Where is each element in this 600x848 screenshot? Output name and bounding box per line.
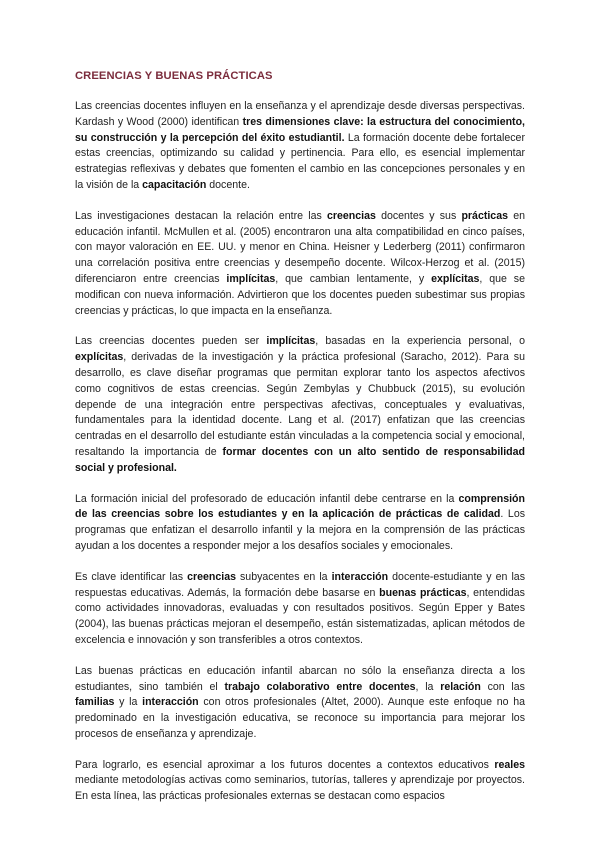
section-title: CREENCIAS Y BUENAS PRÁCTICAS	[75, 70, 273, 82]
bold-text: relación	[440, 680, 481, 693]
text-run: , basadas en la experiencia personal, o	[315, 335, 525, 348]
bold-text: interacción	[142, 696, 199, 709]
paragraph-7	[75, 758, 525, 805]
text-run: , derivadas de la investigación y la práctica profesional (Saracho, 2012). Para su desarrollo, es clave diseñar programas que permitan explorar tanto los aspectos afectivos como cognitivos de estas creencias. Según Zembylas y Chubbuck (2015), su evolución depende de una integración entre perspectivas afectivas, conceptuales y evaluativas, fundamentales para la identidad docente. Lang et al. (2017) enfatizan que las creencias centradas en el desarrollo del estudiante están vinculadas a la competencia social y emocional, resaltando la importancia de	[75, 351, 525, 458]
bold-text: interacción	[331, 570, 389, 583]
text-run: , que se modifican con nueva información. Advirtieron que los docentes pueden subestimar sus propias creencias y prácticas, lo que impacta en la enseñanza.	[75, 272, 525, 317]
bold-text: reales	[494, 758, 525, 771]
text-run: docente.	[206, 178, 250, 191]
text-run: y la	[114, 696, 143, 709]
text-run: Las buenas prácticas en educación infantil abarcan no sólo la enseñanza directa a los estudiantes, sino también el	[75, 664, 525, 693]
text-run: Las creencias docentes pueden ser	[75, 335, 267, 348]
paragraph-4	[75, 492, 525, 555]
paragraph-5	[75, 570, 525, 649]
bold-text: implícitas	[226, 272, 276, 285]
text-run: docente-estudiante y en las respuestas educativas. Además, la formación debe basarse en	[75, 570, 525, 599]
bold-text: trabajo colaborativo entre docentes	[224, 680, 416, 693]
paragraph-3	[75, 334, 525, 476]
text-run: , la	[415, 680, 441, 693]
bold-text: familias	[75, 696, 115, 709]
text-run: . Los programas que enfatizan el desarrollo infantil y la mejora en la comprensión de las prácticas ayudan a los docentes a responder mejor a los desafíos sociales y emocionales.	[75, 508, 526, 552]
text-run: mediante metodologías activas como seminarios, tutorías, talleres y aprendizaje por proyectos. En esta línea, las prácticas profesionales externas se destacan como espacios	[75, 774, 525, 803]
text-run: en educación infantil. McMullen et al. (2005) encontraron una alta compatibilidad en cinco países, con mayor valoración en EE. UU. y menor en China. Heisner y Lederberg (2011) confirmaron una correlación positiva entre creencias y desempeño docente. Wilcox-Herzog et al. (2015) diferenciaron entre creencias	[75, 209, 525, 285]
body-text	[75, 99, 525, 805]
bold-text: tres dimensiones clave: la estructura del conocimiento, su construcción y la percepción del éxito estudiantil.	[75, 115, 526, 144]
paragraph-1	[75, 99, 525, 194]
text-run: docentes y sus	[375, 209, 462, 222]
text-run: con otros profesionales (Altet, 2000). Aunque este enfoque no ha predominado en la investigación educativa, se reconoce su importancia para mejorar los procesos de enseñanza y aprendizaje.	[75, 696, 525, 740]
text-run: La formación inicial del profesorado de educación infantil debe centrarse en la	[75, 492, 459, 505]
text-run: , que cambian lentamente, y	[275, 272, 432, 285]
bold-text: prácticas	[461, 209, 508, 222]
paragraph-6	[75, 664, 525, 743]
text-run: Las creencias docentes influyen en la enseñanza y el aprendizaje desde diversas perspectivas. Kardash y Wood (2000) identifican	[75, 100, 525, 128]
bold-text: comprensión de las creencias sobre los estudiantes y en la aplicación de prácticas de calidad	[75, 492, 525, 521]
text-run: con las	[480, 680, 525, 693]
bold-text: buenas prácticas	[379, 586, 467, 599]
bold-text: explícitas	[75, 351, 124, 364]
bold-text: explícitas	[431, 272, 480, 285]
text-run: Para lograrlo, es esencial aproximar a los futuros docentes a contextos educativos	[75, 758, 495, 771]
bold-text: creencias	[326, 209, 376, 222]
bold-text: formar docentes con un alto sentido de responsabilidad social y profesional.	[75, 445, 525, 474]
text-run: , entendidas como actividades innovadoras, evaluadas y con resultados positivos. Según Epper y Bates (2004), las buenas prácticas mejoran el desempeño, están sistematizadas, aplican métodos de excelencia e innovación y son transferibles a otros contextos.	[75, 586, 525, 646]
bold-text: implícitas	[266, 335, 316, 348]
bold-text: capacitación	[142, 178, 207, 191]
text-run: subyacentes en la	[235, 570, 332, 583]
bold-text: creencias	[187, 570, 236, 583]
text-run: La formación docente debe fortalecer estas creencias, optimizando su calidad y pertinencia. Para ello, es esencial implementar estrategias reflexivas y debates que fomenten el cambio en las concepciones personales y en la visión de la	[75, 131, 525, 191]
text-run: Es clave identificar las	[75, 570, 188, 583]
paragraph-2	[75, 209, 525, 320]
text-run: Las investigaciones destacan la relación entre las	[75, 209, 327, 222]
